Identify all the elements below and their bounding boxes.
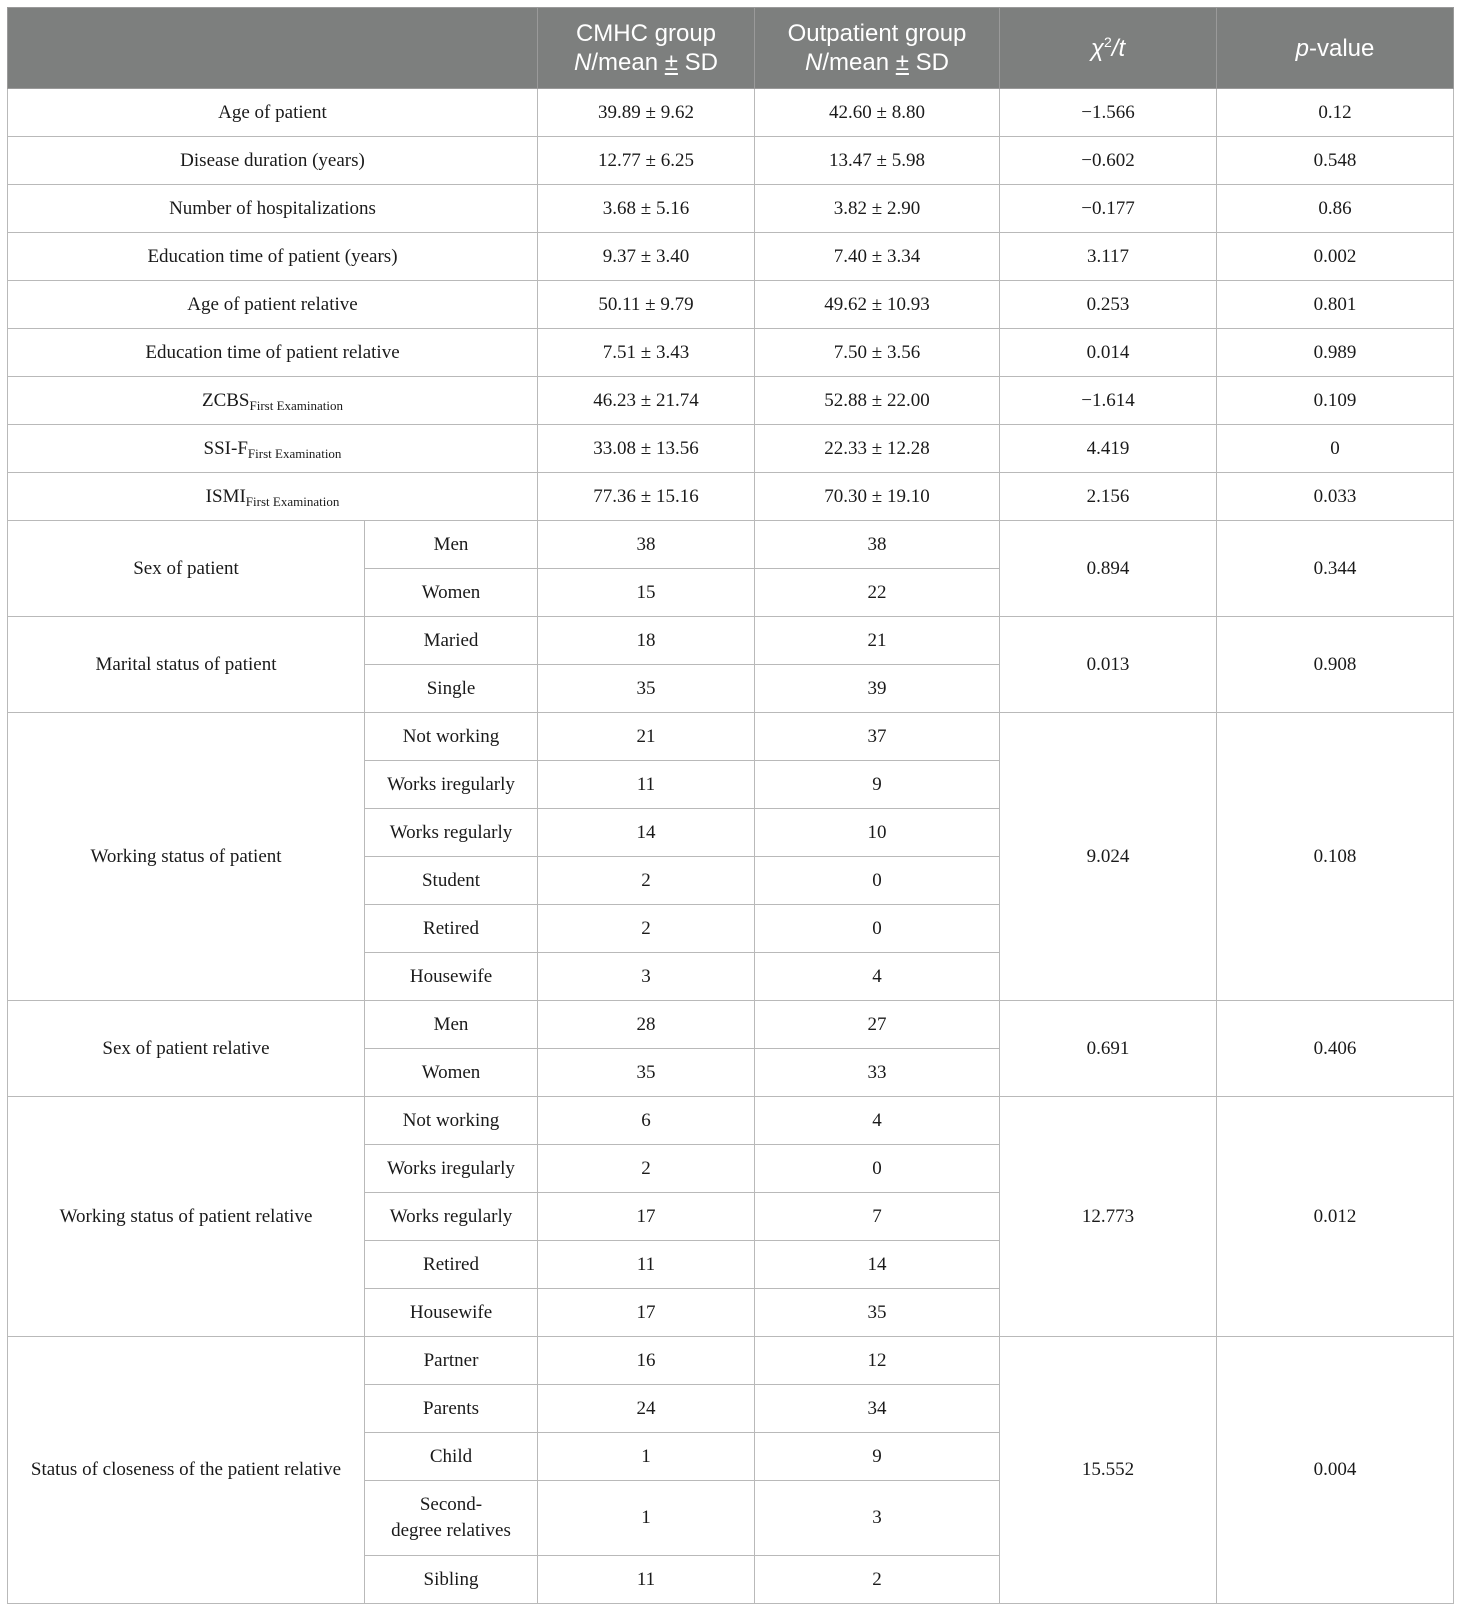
category-label: Works iregularly [365, 761, 538, 809]
table-body [8, 89, 1454, 1604]
header-pvalue [1217, 8, 1454, 89]
category-label: Retired [365, 1241, 538, 1289]
outpatient-value: 13.47 ± 5.98 [755, 137, 1000, 185]
cmhc-value: 17 [538, 1193, 755, 1241]
row-label-text: Number of hospitalizations [169, 197, 376, 219]
cmhc-value: 28 [538, 1001, 755, 1049]
cmhc-value: 11 [538, 761, 755, 809]
cmhc-value: 7.51 ± 3.43 [538, 329, 755, 377]
category-label: Housewife [365, 953, 538, 1001]
category-label: Works iregularly [365, 1145, 538, 1193]
outpatient-value: 7 [755, 1193, 1000, 1241]
row-label-text: Age of patient [218, 101, 327, 123]
stat-value: 0.894 [1000, 521, 1217, 617]
header-cmhc-n: N [574, 49, 592, 76]
outpatient-value: 2 [755, 1556, 1000, 1604]
header-outpatient-sd: SD [908, 49, 949, 76]
row-label [8, 425, 538, 473]
cmhc-value: 24 [538, 1385, 755, 1433]
row-label-text: ISMI [205, 485, 246, 507]
p-value: 0.86 [1217, 185, 1454, 233]
cmhc-value: 39.89 ± 9.62 [538, 89, 755, 137]
category-label: Student [365, 857, 538, 905]
header-stat [1000, 8, 1217, 89]
outpatient-value: 22 [755, 569, 1000, 617]
row-label-text: Age of patient relative [187, 293, 358, 315]
header-cmhc [538, 8, 755, 89]
table-row [8, 185, 1454, 233]
table-row [8, 89, 1454, 137]
category-label: Works regularly [365, 809, 538, 857]
header-outpatient [755, 8, 1000, 89]
stat-value: 0.014 [1000, 329, 1217, 377]
cmhc-value: 11 [538, 1241, 755, 1289]
p-value: 0 [1217, 425, 1454, 473]
header-stat-rest: /t [1111, 34, 1126, 62]
table-row [8, 521, 1454, 569]
group-label: Working status of patient relative [8, 1097, 365, 1337]
cmhc-value: 77.36 ± 15.16 [538, 473, 755, 521]
header-row [8, 8, 1454, 89]
table-row [8, 713, 1454, 761]
outpatient-value: 34 [755, 1385, 1000, 1433]
row-label-subscript: First Examination [245, 493, 340, 509]
header-outpatient-n: N [805, 49, 823, 76]
category-label: Sibling [365, 1556, 538, 1604]
p-value: 0.908 [1217, 617, 1454, 713]
outpatient-value: 38 [755, 521, 1000, 569]
outpatient-value: 14 [755, 1241, 1000, 1289]
row-label-text: Education time of patient (years) [147, 245, 398, 267]
cmhc-value: 33.08 ± 13.56 [538, 425, 755, 473]
header-stat-sup: 2 [1103, 33, 1112, 50]
outpatient-value: 7.40 ± 3.34 [755, 233, 1000, 281]
p-value: 0.033 [1217, 473, 1454, 521]
header-cmhc-line1: CMHC group [575, 20, 717, 47]
category-label: Child [365, 1433, 538, 1481]
table-row [8, 473, 1454, 521]
category-label: Not working [365, 713, 538, 761]
row-label-text: SSI-F [203, 437, 248, 459]
cmhc-value: 21 [538, 713, 755, 761]
row-label-subscript: First Examination [247, 445, 342, 461]
p-value: 0.002 [1217, 233, 1454, 281]
stat-value: 15.552 [1000, 1337, 1217, 1604]
table-row [8, 425, 1454, 473]
category-label: Works regularly [365, 1193, 538, 1241]
row-label-text: Education time of patient relative [145, 341, 400, 363]
cmhc-value: 17 [538, 1289, 755, 1337]
stat-value: 0.013 [1000, 617, 1217, 713]
cmhc-value: 35 [538, 665, 755, 713]
cmhc-value: 12.77 ± 6.25 [538, 137, 755, 185]
cmhc-value: 35 [538, 1049, 755, 1097]
category-label: Men [365, 1001, 538, 1049]
header-variable [8, 8, 538, 89]
row-label-text: Disease duration (years) [180, 149, 365, 171]
cmhc-value: 14 [538, 809, 755, 857]
outpatient-value: 4 [755, 953, 1000, 1001]
category-label: Maried [365, 617, 538, 665]
row-label [8, 281, 538, 329]
outpatient-value: 7.50 ± 3.56 [755, 329, 1000, 377]
cmhc-value: 18 [538, 617, 755, 665]
header-outpatient-line1: Outpatient group [787, 20, 967, 47]
outpatient-value: 22.33 ± 12.28 [755, 425, 1000, 473]
category-label: Parents [365, 1385, 538, 1433]
outpatient-value: 0 [755, 1145, 1000, 1193]
stat-value: 9.024 [1000, 713, 1217, 1001]
p-value: 0.989 [1217, 329, 1454, 377]
row-label [8, 473, 538, 521]
stat-value: 3.117 [1000, 233, 1217, 281]
row-label [8, 377, 538, 425]
cmhc-value: 15 [538, 569, 755, 617]
group-label: Sex of patient relative [8, 1001, 365, 1097]
cmhc-value: 1 [538, 1481, 755, 1556]
p-value: 0.548 [1217, 137, 1454, 185]
table-row [8, 1337, 1454, 1385]
stat-value: −0.602 [1000, 137, 1217, 185]
cmhc-value: 2 [538, 1145, 755, 1193]
category-label: Retired [365, 905, 538, 953]
outpatient-value: 3 [755, 1481, 1000, 1556]
cmhc-value: 6 [538, 1097, 755, 1145]
outpatient-value: 39 [755, 665, 1000, 713]
outpatient-value: 42.60 ± 8.80 [755, 89, 1000, 137]
cmhc-value: 2 [538, 857, 755, 905]
p-value: 0.012 [1217, 1097, 1454, 1337]
header-outpatient-pm: ± [895, 49, 909, 76]
outpatient-value: 0 [755, 905, 1000, 953]
outpatient-value: 9 [755, 1433, 1000, 1481]
outpatient-value: 0 [755, 857, 1000, 905]
table-row [8, 377, 1454, 425]
p-value: 0.109 [1217, 377, 1454, 425]
category-label: Single [365, 665, 538, 713]
outpatient-value: 52.88 ± 22.00 [755, 377, 1000, 425]
outpatient-value: 9 [755, 761, 1000, 809]
stat-value: 0.253 [1000, 281, 1217, 329]
p-value: 0.108 [1217, 713, 1454, 1001]
table-row [8, 617, 1454, 665]
outpatient-value: 35 [755, 1289, 1000, 1337]
table-wrapper [7, 7, 1454, 1604]
table-row [8, 281, 1454, 329]
outpatient-value: 27 [755, 1001, 1000, 1049]
header-pvalue-rest: -value [1308, 34, 1375, 62]
category-label: Second- degree relatives [365, 1481, 538, 1556]
table-row [8, 329, 1454, 377]
table-row [8, 233, 1454, 281]
row-label-text: ZCBS [201, 389, 250, 411]
row-label-subscript: First Examination [249, 397, 344, 413]
cmhc-value: 38 [538, 521, 755, 569]
stat-value: 0.691 [1000, 1001, 1217, 1097]
header-pvalue-p: p [1295, 34, 1309, 62]
category-label: Not working [365, 1097, 538, 1145]
header-stat-chi: χ [1090, 34, 1104, 62]
data-table [7, 7, 1454, 1604]
row-label [8, 137, 538, 185]
outpatient-value: 12 [755, 1337, 1000, 1385]
p-value: 0.801 [1217, 281, 1454, 329]
row-label [8, 185, 538, 233]
category-label: Women [365, 569, 538, 617]
stat-value: 2.156 [1000, 473, 1217, 521]
cmhc-value: 1 [538, 1433, 755, 1481]
p-value: 0.344 [1217, 521, 1454, 617]
outpatient-value: 3.82 ± 2.90 [755, 185, 1000, 233]
cmhc-value: 11 [538, 1556, 755, 1604]
cmhc-value: 46.23 ± 21.74 [538, 377, 755, 425]
p-value: 0.12 [1217, 89, 1454, 137]
header-cmhc-sd: SD [677, 49, 718, 76]
row-label [8, 329, 538, 377]
row-label [8, 89, 538, 137]
header-cmhc-pm: ± [664, 49, 678, 76]
cmhc-value: 2 [538, 905, 755, 953]
cmhc-value: 3 [538, 953, 755, 1001]
table-row [8, 137, 1454, 185]
stat-value: −1.614 [1000, 377, 1217, 425]
cmhc-value: 9.37 ± 3.40 [538, 233, 755, 281]
p-value: 0.004 [1217, 1337, 1454, 1604]
group-label: Sex of patient [8, 521, 365, 617]
row-label [8, 233, 538, 281]
category-label: Men [365, 521, 538, 569]
stat-value: −0.177 [1000, 185, 1217, 233]
group-label: Marital status of patient [8, 617, 365, 713]
outpatient-value: 37 [755, 713, 1000, 761]
table-row [8, 1097, 1454, 1145]
outpatient-value: 49.62 ± 10.93 [755, 281, 1000, 329]
outpatient-value: 70.30 ± 19.10 [755, 473, 1000, 521]
group-label: Status of closeness of the patient relative [8, 1337, 365, 1604]
cmhc-value: 3.68 ± 5.16 [538, 185, 755, 233]
outpatient-value: 4 [755, 1097, 1000, 1145]
cmhc-value: 16 [538, 1337, 755, 1385]
stat-value: −1.566 [1000, 89, 1217, 137]
header-outpatient-mean: /mean [822, 49, 896, 76]
table-header [8, 8, 1454, 89]
cmhc-value: 50.11 ± 9.79 [538, 281, 755, 329]
category-label: Partner [365, 1337, 538, 1385]
category-label: Women [365, 1049, 538, 1097]
outpatient-value: 10 [755, 809, 1000, 857]
header-cmhc-mean: /mean [591, 49, 665, 76]
outpatient-value: 33 [755, 1049, 1000, 1097]
outpatient-value: 21 [755, 617, 1000, 665]
group-label: Working status of patient [8, 713, 365, 1001]
category-label: Housewife [365, 1289, 538, 1337]
stat-value: 4.419 [1000, 425, 1217, 473]
p-value: 0.406 [1217, 1001, 1454, 1097]
stat-value: 12.773 [1000, 1097, 1217, 1337]
table-row [8, 1001, 1454, 1049]
